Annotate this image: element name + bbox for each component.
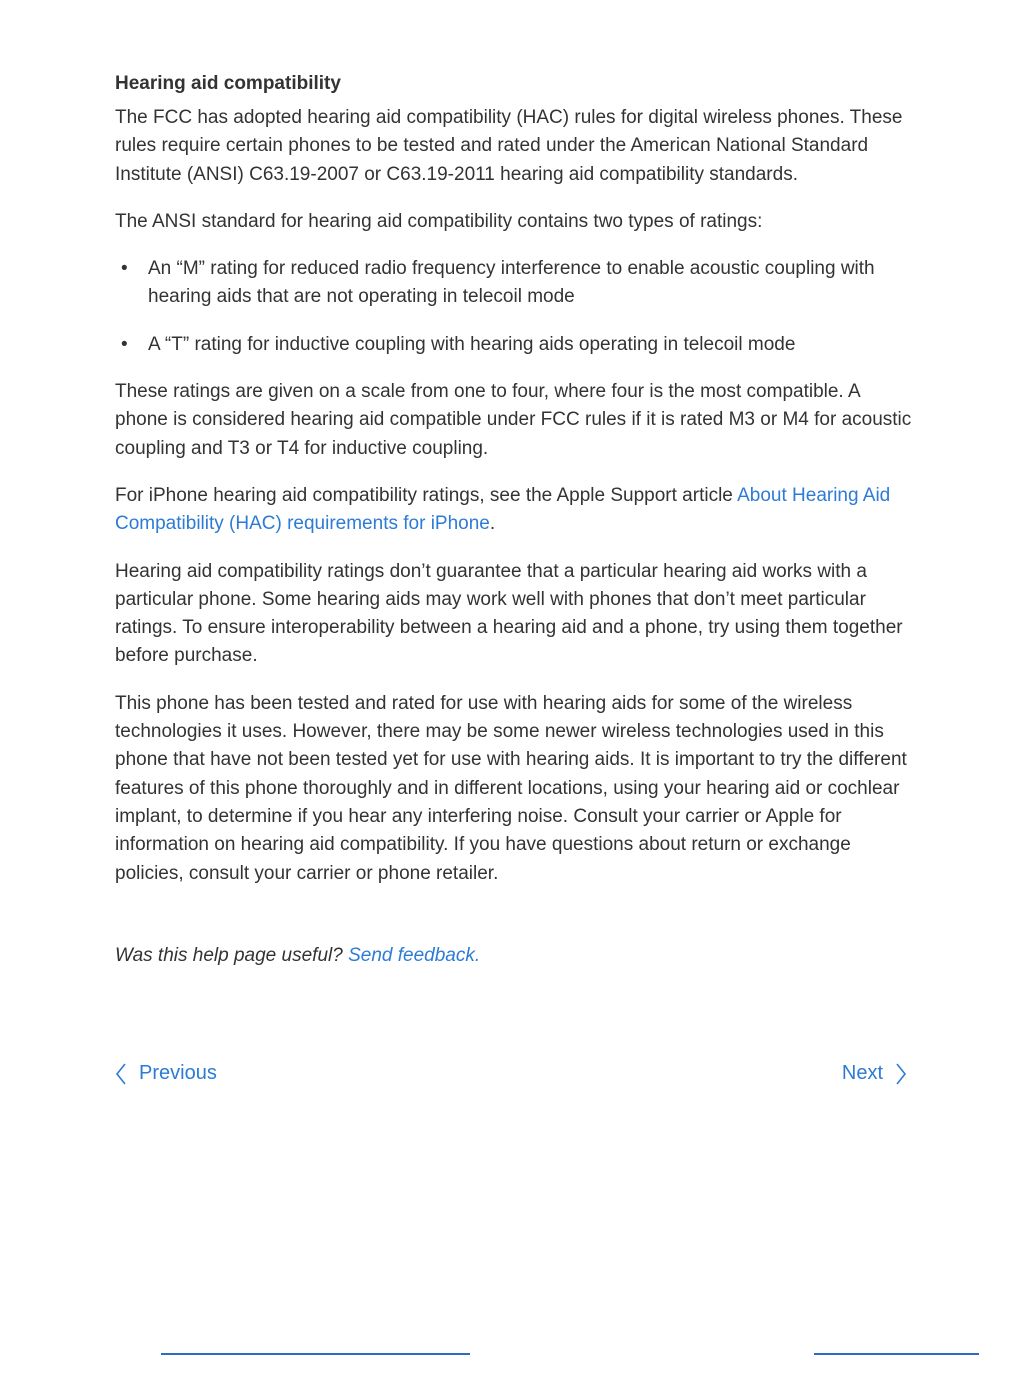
paragraph-ansi-ratings: The ANSI standard for hearing aid compatibility contains two types of ratings: <box>115 210 763 232</box>
paragraph-rating-scale: These ratings are given on a scale from one to four, where four is the most compatible. A phone is considered hearing aid compatible under FCC rules if it is rated M3 or M4 for acoustic coupling and T3 or T4 for inductive coupling. <box>115 381 912 459</box>
paragraph-text: . <box>489 513 496 535</box>
previous-button[interactable] <box>115 1062 217 1085</box>
next-button[interactable] <box>842 1062 907 1085</box>
list-item <box>115 255 915 312</box>
send-feedback-link[interactable]: Send feedback <box>348 944 475 966</box>
list-item <box>115 331 915 359</box>
chevron-right-icon <box>895 1063 907 1085</box>
footer-rule-left <box>161 1353 470 1355</box>
bullet-icon: • <box>121 333 128 355</box>
chevron-left-icon <box>115 1063 127 1085</box>
ratings-list <box>115 255 915 359</box>
paragraph-tested-rated: This phone has been tested and rated for use with hearing aids for some of the wireless technologies it uses. However, there may be some newer wireless technologies used in this phone that have not been tested yet for use with hearing aids. It is important to try the different features of this phone thoroughly and in different locations, using your hearing aid or cochlear implant, to determine if you hear any interfering noise. Consult your carrier or Apple for information on hearing aid compatibility. If you have questions about return or exchange policies, consult your carrier or phone retailer. <box>115 692 907 884</box>
list-item-text: A “T” rating for inductive coupling with hearing aids operating in telecoil mode <box>148 333 796 355</box>
page-navigation <box>115 1062 907 1092</box>
feedback-line <box>115 942 915 970</box>
section-heading: Hearing aid compatibility <box>115 73 341 94</box>
bullet-icon: • <box>121 258 128 280</box>
hac-requirements-link[interactable]: About Hearing Aid Compatibility (HAC) requirements for iPhone <box>115 484 891 535</box>
paragraph-no-guarantee: Hearing aid compatibility ratings don’t guarantee that a particular hearing aid works with a particular phone. Some hearing aids may work well with phones that don’t meet particular ratings. To ensure interoperability between a hearing aid and a phone, try using them together before purchase. <box>115 560 903 667</box>
footer-rule-right <box>814 1353 979 1355</box>
feedback-suffix: . <box>474 944 481 966</box>
paragraph-fcc-rules: The FCC has adopted hearing aid compatibility (HAC) rules for digital wireless phones. These rules require certain phones to be tested and rated under the American National Standard Institute (ANSI) C63.19-2007 or C63.19-2011 hearing aid compatibility standards. <box>115 107 903 185</box>
paragraph-iphone-ratings <box>115 482 915 539</box>
previous-label: Previous <box>139 1062 217 1084</box>
feedback-question: Was this help page useful? <box>115 944 343 966</box>
next-label: Next <box>841 1062 883 1084</box>
paragraph-text: For iPhone hearing aid compatibility ratings, see the Apple Support article <box>115 484 738 506</box>
list-item-text: An “M” rating for reduced radio frequency interference to enable acoustic coupling with hearing aids that are not operating in telecoil mode <box>148 258 875 308</box>
help-article <box>115 70 915 970</box>
